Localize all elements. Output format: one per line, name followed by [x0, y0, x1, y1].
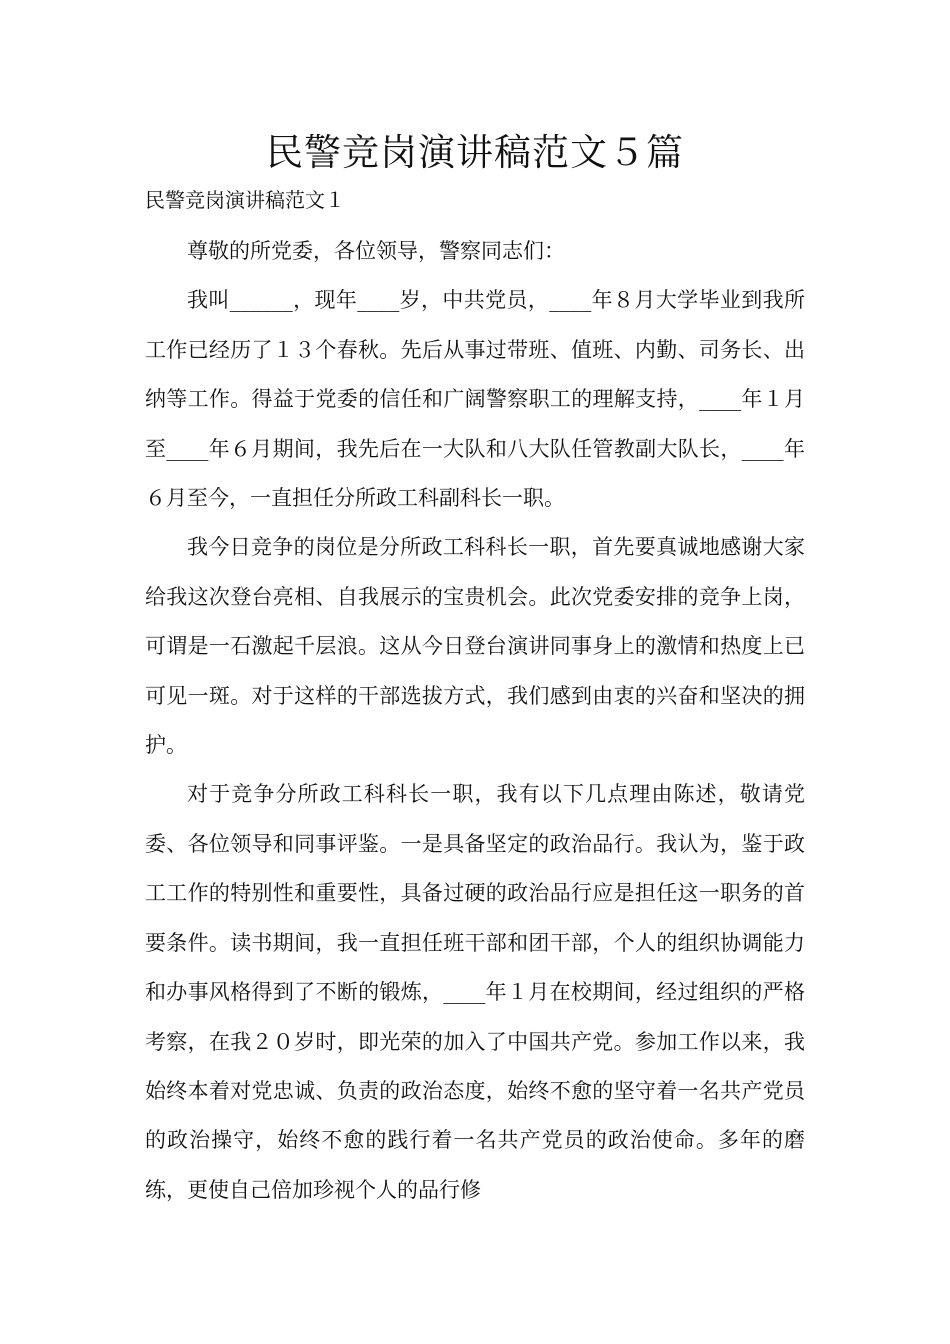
document-subtitle: 民警竞岗演讲稿范文１ [145, 188, 345, 212]
paragraph-reasons: 对于竞争分所政工科科长一职，我有以下几点理由陈述，敬请党委、各位领导和同事评鉴。一是具备坚定的政治品行。我认为，鉴于政工工作的特别性和重要性，具备过硬的政治品行应是担任这一职务的首要条件。读书期间，我一直担任班干部和团干部，个人的组织协调能力和办事风格得到了不断的锻炼，____年１月在校期间，经过组织的严格考察，在我２０岁时，即光荣的加入了中国共产党。参加工作以来，我始终本着对党忠诚、负责的政治态度，始终不愈的坚守着一名共产党员的政治操守，始终不愈的践行着一名共产党员的政治使命。多年的磨练，更使自己倍加珍视个人的品行修 [145, 782, 805, 1202]
paragraph-greeting: 尊敬的所党委，各位领导，警察同志们： [187, 239, 565, 263]
paragraph-introduction: 我叫______，现年____岁，中共党员，____年８月大学毕业到我所工作已经历了１３个春秋。先后从事过带班、值班、内勤、司务长、出纳等工作。得益于党委的信任和广阔警察职工的理解支持，____年１月至____年６月期间，我先后在一大队和八大队任管教副大队长，____年６月至今，一直担任分所政工科副科长一职。 [145, 288, 805, 511]
document-title: 民警竞岗演讲稿范文５篇 [266, 131, 684, 174]
paragraph-position: 我今日竞争的岗位是分所政工科科长一职，首先要真诚地感谢大家给我这次登台亮相、自我展示的宝贵机会。此次党委安排的竞争上岗，可谓是一石激起千层浪。这从今日登台演讲同事身上的激情和热度上已可见一斑。对于这样的干部选拔方式，我们感到由衷的兴奋和坚决的拥护。 [145, 535, 805, 758]
document-body [145, 227, 805, 1215]
